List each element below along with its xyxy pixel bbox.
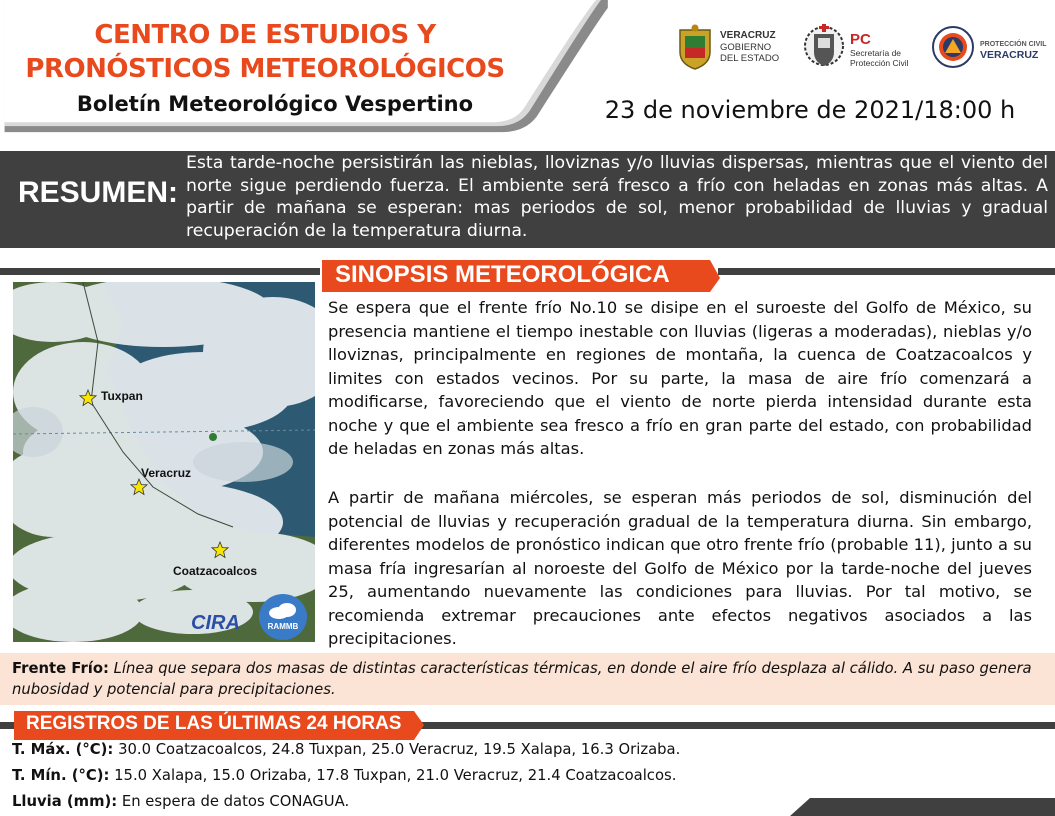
star-marker-icon	[130, 478, 148, 496]
satellite-map-graphic	[13, 282, 315, 642]
logo-pc	[804, 22, 922, 72]
org-title-line1: CENTRO DE ESTUDIOS Y	[94, 20, 436, 50]
satellite-image	[13, 282, 315, 642]
logo-veracruz	[676, 24, 796, 72]
sinopsis-rule-right	[718, 268, 1055, 275]
record-row-lluvia	[12, 793, 349, 810]
logo-pcv-line1: PROTECCIÓN CIVIL	[980, 41, 1047, 48]
org-title-line2: PRONÓSTICOS METEOROLÓGICOS	[25, 54, 505, 84]
logo-proteccion-civil	[932, 26, 1047, 70]
record-row-tmax	[12, 741, 680, 758]
logo-pc-abbr: PC	[850, 31, 871, 48]
rammb-logo	[259, 594, 307, 640]
sinopsis-rule-left	[0, 268, 320, 275]
coat-of-arms-icon	[676, 24, 714, 70]
definition-body: Línea que separa dos masas de distintas características térmicas, en donde el aire frío desplaza al cálido. A su paso genera nubosidad y potencial para precipitaciones.	[12, 660, 1032, 698]
logo-veracruz-line3: DEL ESTADO	[720, 53, 780, 64]
rammb-label: RAMMB	[267, 622, 299, 631]
cira-logo: CIRA	[191, 612, 240, 634]
logo-pc-line2: Secretaría de	[850, 48, 902, 58]
star-marker-icon	[79, 389, 97, 407]
logo-pcv-line2: VERACRUZ	[980, 49, 1039, 61]
bulletin-date: 23 de noviembre de 2021/18:00 h	[604, 96, 1016, 124]
summary-text: Esta tarde-noche persistirán las nieblas, lloviznas y/o lluvias dispersas, mientras que el viento del norte sigue perdiendo fuerza. El ambiente será fresco a frío con heladas en zonas más altas. A partir de mañana se esperan: mas periodos de sol, menor probabilidad de lluvias y gradual recuperación de la temperatura diurna.	[186, 153, 1048, 241]
star-marker-icon	[211, 541, 229, 559]
record-label: T. Máx. (°C):	[12, 741, 114, 758]
summary-label: RESUMEN:	[18, 176, 179, 209]
city-label-veracruz: Veracruz	[141, 466, 192, 480]
city-label-tuxpan: Tuxpan	[101, 389, 143, 403]
record-label: Lluvia (mm):	[12, 793, 118, 810]
logo-veracruz-line1: VERACRUZ	[720, 30, 776, 41]
logo-veracruz-line2: GOBIERNO	[720, 42, 772, 53]
record-label: T. Mín. (°C):	[12, 767, 110, 784]
registros-title: REGISTROS DE LAS ÚLTIMAS 24 HORAS	[26, 713, 402, 734]
record-value: 15.0 Xalapa, 15.0 Orizaba, 17.8 Tuxpan, 21.0 Veracruz, 21.4 Coatzacoalcos.	[109, 767, 677, 784]
cloud-icon	[267, 602, 299, 620]
record-value: En espera de datos CONAGUA.	[117, 793, 350, 810]
logo-pc-line3: Protección Civil	[850, 58, 909, 68]
sinopsis-paragraph-2: A partir de mañana miércoles, se esperan más periodos de sol, disminución del potencial de lluvias y recuperación gradual de la temperatura diurna. Sin embargo, diferentes modelos de pronóstico indican que otro frente frío (probable 11), junto a su masa fría ingresarían al noroeste del Golfo de México por la tarde-noche del jueves 25, aumentando nuevamente las condiciones para lluvias. Por tal motivo, se recomienda extremar precauciones ante efectos negativos asociados a las precipitaciones.	[328, 488, 1032, 648]
definition-text	[12, 658, 1042, 700]
sinopsis-paragraph-1: Se espera que el frente frío No.10 se disipe en el suroeste del Golfo de México, su presencia mantiene el tiempo inestable con lluvias (ligeras a moderadas), nieblas y/o lloviznas, principalmente en regiones de montaña, la cuenca de Coatzacoalcos y limites con estados vecinos. Por su parte, la masa de aire frío comenzará a modificarse, favoreciendo que el viento de norte pierda intensidad durante esta noche y que el ambiente sea fresco a frío en gran parte del estado, con probabilidad de heladas en zonas más altas.	[328, 298, 1032, 458]
pc-shield-icon	[804, 22, 844, 70]
civil-protection-icon	[932, 26, 974, 68]
record-row-tmin	[12, 767, 676, 784]
footer-corner-shape	[790, 798, 1055, 816]
definition-term: Frente Frío:	[12, 660, 109, 677]
bulletin-subtitle: Boletín Meteorológico Vespertino	[76, 92, 474, 116]
city-label-coatzacoalcos: Coatzacoalcos	[173, 564, 258, 578]
sinopsis-title: SINOPSIS METEOROLÓGICA	[335, 261, 670, 288]
record-value: 30.0 Coatzacoalcos, 24.8 Tuxpan, 25.0 Veracruz, 19.5 Xalapa, 16.3 Orizaba.	[113, 741, 681, 758]
